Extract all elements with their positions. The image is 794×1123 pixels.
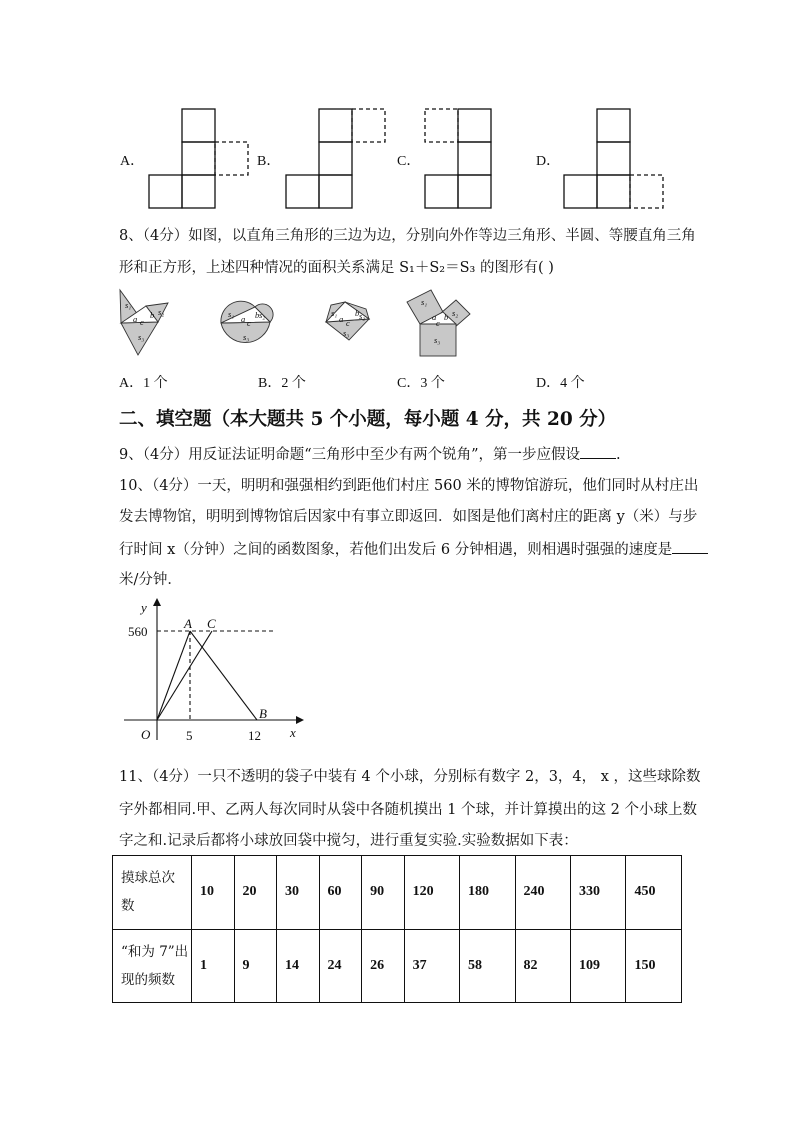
table-cell: 180 (460, 856, 515, 930)
choice-text: 4 个 (560, 376, 585, 391)
y-axis-arrow (153, 598, 161, 606)
table-cell: 1 (192, 929, 235, 1003)
a-label: a (241, 314, 246, 324)
x-tick-5: 5 (186, 728, 193, 743)
choice-letter: A． (119, 376, 144, 391)
table-cell: 60 (319, 856, 362, 930)
y-tick-560: 560 (128, 624, 148, 639)
q7-option-c-label: C． (397, 154, 421, 169)
q10-line-4: 米/分钟． (119, 572, 182, 588)
choice-text: 1 个 (143, 376, 168, 391)
s1-label: s₁ (331, 308, 338, 318)
choice-text: 3 个 (420, 376, 445, 391)
q10-answer-blank[interactable] (672, 539, 708, 554)
table-row-header (113, 856, 192, 930)
b-label: b (255, 310, 260, 320)
table-cell: 9 (234, 929, 277, 1003)
table-cell: 24 (319, 929, 362, 1003)
header-line: “和为 7”出 (121, 943, 189, 960)
s1-label: s₁ (125, 300, 132, 310)
point-a-label: A (184, 616, 192, 631)
table-cell: 120 (404, 856, 459, 930)
q9-text-before: 9、（4分）用反证法证明命题“三角形中至少有两个锐角”，第一步应假设 (119, 447, 581, 463)
mingming-returning-line (190, 631, 257, 720)
s1-label: s₁ (421, 297, 428, 307)
table-cell: 26 (362, 929, 405, 1003)
point-c-label: C (207, 616, 216, 631)
q8-choice-c (397, 372, 445, 392)
table-cell: 20 (234, 856, 277, 930)
table-cell: 450 (626, 856, 682, 930)
q7-option-b-label: B． (257, 154, 281, 169)
table-cell: 150 (626, 929, 682, 1003)
net-option-b (286, 109, 385, 208)
table-cell: 109 (570, 929, 625, 1003)
q10-line-2: 发去博物馆，明明到博物馆后因家中有事立即返回．如图是他们离村庄的距离 y（米）与步 (119, 509, 698, 525)
x-tick-12: 12 (248, 728, 261, 743)
header-line: 现的频数 (121, 971, 175, 988)
b-label: b (355, 308, 360, 318)
s2-label: s₂ (452, 308, 459, 318)
s2-label: s₂ (359, 311, 366, 321)
table-cell: 37 (404, 929, 459, 1003)
x-axis-label: x (290, 725, 296, 740)
q11-line-2: 字外都相同.甲、乙两人每次同时从袋中各随机摸出 1 个球，并计算摸出的这 2 个小球上数 (119, 802, 697, 818)
table-row (113, 856, 682, 930)
q10-line-3 (119, 539, 708, 560)
s3-label: s₃ (138, 332, 145, 342)
q8-choice-d (536, 372, 585, 392)
b-label: b (150, 310, 155, 320)
table-cell: 14 (277, 929, 320, 1003)
q8-area-figures (110, 285, 480, 365)
q10-line-1: 10、（4分）一天，明明和强强相约到距他们村庄 560 米的博物馆游玩，他们同时从村庄出 (119, 478, 699, 494)
c-label: c (346, 318, 350, 328)
table-cell: 90 (362, 856, 405, 930)
choice-letter: B． (258, 376, 282, 391)
table-row (113, 929, 682, 1003)
table-cell: 240 (515, 856, 570, 930)
q11-line-3: 字之和.记录后都将小球放回袋中搅匀，进行重复实验.实验数据如下表： (119, 833, 578, 849)
choice-text: 2 个 (281, 376, 306, 391)
net-option-c (425, 109, 491, 208)
table-cell: 10 (192, 856, 235, 930)
s3-label: s₃ (434, 335, 441, 345)
section-title: 二、填空题（本大题共 5 个小题，每小题 4 分，共 20 分） (119, 409, 617, 430)
q7-option-a-label: A． (120, 154, 145, 169)
a-label: a (133, 314, 138, 324)
q9-text (119, 444, 621, 465)
q10-line-3-text: 行时间 x（分钟）之间的函数图象，若他们出发后 6 分钟相遇，则相遇时强强的速度是 (119, 542, 673, 558)
q11-line-1: 11、（4分）一只不透明的袋子中装有 4 个小球，分别标有数字 2，3，4， x ，这些球除数 (119, 769, 701, 785)
choice-letter: C． (397, 376, 421, 391)
q9-text-after: . (616, 447, 621, 463)
c-label: c (140, 317, 144, 327)
q11-data-table (112, 855, 682, 1003)
y-axis-label: y (141, 600, 147, 615)
s3-label: s₃ (343, 328, 350, 338)
table-row-header (113, 929, 192, 1003)
point-b-label: B (259, 706, 267, 721)
b-label: b (444, 312, 449, 322)
q8-choice-b (258, 372, 306, 392)
s2-label: s₂ (259, 310, 266, 320)
x-axis-arrow (296, 716, 304, 724)
header-line: 摸球总次 (121, 870, 175, 887)
a-label: a (432, 312, 437, 322)
header-line: 数 (121, 898, 135, 915)
a-label: a (339, 314, 344, 324)
q7-option-d-label: D． (536, 154, 561, 169)
c-label: c (436, 318, 440, 328)
choice-letter: D． (536, 376, 561, 391)
table-cell: 330 (570, 856, 625, 930)
table-cell: 82 (515, 929, 570, 1003)
s2-label: s₂ (158, 307, 165, 317)
q8-line-1: 8、（4分）如图，以直角三角形的三边为边，分别向外作等边三角形、半圆、等腰直角三角 (119, 228, 696, 244)
q8-line-2: 形和正方形，上述四种情况的面积关系满足 S₁＋S₂＝S₃ 的图形有( ) (119, 260, 554, 276)
origin-label: O (141, 727, 151, 742)
net-option-d (564, 109, 663, 208)
s3-label: s₃ (243, 332, 250, 342)
q8-choice-a (119, 372, 168, 392)
table-cell: 30 (277, 856, 320, 930)
s1-label: s₁ (228, 309, 235, 319)
net-option-a (149, 109, 248, 208)
table-cell: 58 (460, 929, 515, 1003)
c-label: c (247, 318, 251, 328)
q9-answer-blank[interactable] (580, 444, 616, 459)
q10-distance-time-graph (115, 596, 310, 746)
